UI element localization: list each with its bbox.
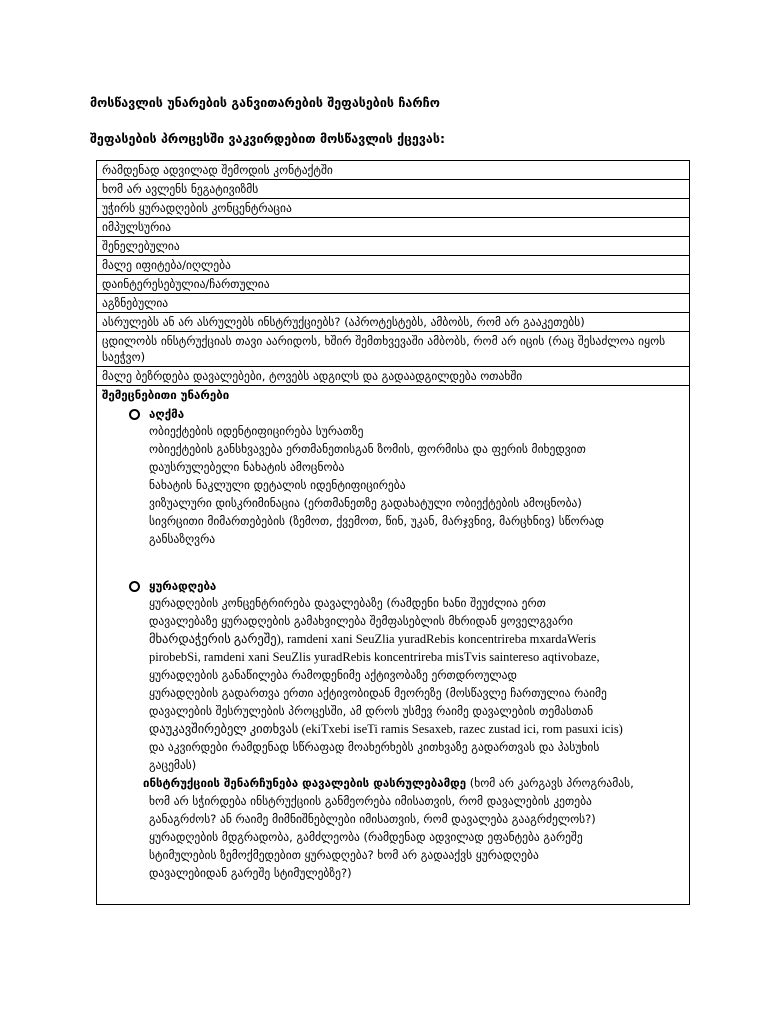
instruction-retention-heading: ინსტრუქციის შენარჩუნება დავალების დასრულებამდე [143, 776, 467, 790]
table-cell: უჭირს ყურადღების კონცენტრაცია [97, 199, 690, 218]
table-cell: შენელებულია [97, 237, 690, 256]
list-item: ყურადღების გადართვა ერთი აქტივობიდან მეორეზე (მოსწავლე ჩართულია რაიმე [149, 686, 607, 700]
table-row [97, 294, 690, 313]
list-item: სივრცითი მიმართებების (ზემოთ, ქვემოთ, წინ, უკან, მარჯვნივ, მარცხნივ) სწორად [149, 514, 605, 528]
list-item: დაუსრულებელი ნახატის ამოცნობა [149, 460, 345, 474]
table-cell: ასრულებს ან არ ასრულებს ინსტრუქციებს? (აპროტესტებს, ამბობს, რომ არ გააკეთებს) [97, 313, 690, 332]
perception-section [102, 406, 684, 548]
list-item: დავალებაზე ყურადღების გამახვილება შემფასებლის მხრიდან ყოველგვარი [149, 614, 573, 628]
table-row [97, 275, 690, 294]
table-row [97, 313, 690, 332]
table-row [97, 180, 690, 199]
table-cell: რამდენად ადვილად შემოდის კონტაქტში [97, 161, 690, 180]
table-cell: ხომ არ ავლენს ნეგატივიზმს [97, 180, 690, 199]
table-row [97, 218, 690, 237]
attention-heading: ყურადღება [149, 579, 217, 593]
table-cell: იმპულსურია [97, 218, 690, 237]
table-row [97, 161, 690, 180]
list-item: მხარდაჭერის გარეშე), ramdeni xani SeuZlia yuradRebis koncentrireba mxardaWeris [149, 632, 596, 646]
table-row [97, 256, 690, 275]
list-item: და აკვირდები რამდენად სწრაფად მოახერხებს კითხვაზე გადართვას და პასუხის [149, 740, 600, 754]
document-title: მოსწავლის უნარების განვითარების შეფასების ჩარჩო [90, 95, 440, 110]
perception-list [149, 422, 684, 548]
list-item: ობიექტების განსხვავება ერთმანეთისგან ზომის, ფორმისა და ფერის მიხედვით [149, 442, 586, 456]
list-item: განსაზღვრა [149, 532, 216, 546]
bullet-circle-icon [129, 409, 140, 420]
list-item: სტიმულების ზემოქმედებით ყურადღება? ხომ არ გადააქვს ყურადღება [149, 848, 539, 862]
table-row [97, 199, 690, 218]
table-row [97, 332, 690, 367]
table-cell: მალე იფიტება/იღლება [97, 256, 690, 275]
list-item: ყურადღების განაწილება რამოდენიმე აქტივობაზე ერთდროულად [149, 668, 517, 682]
list-item: დავალების შესრულების პროცესში, ამ დროს უსმევ რაიმე დავალების თემასთან [149, 704, 594, 718]
list-item: ვიზუალური დისკრიმინაცია (ერთმანეთზე გადახატული ობიექტების ამოცნობა) [149, 496, 582, 510]
table-cell: ცდილობს ინსტრუქციას თავი აარიდოს, ხშირ შემთხვევაში ამბობს, რომ არ იცის (რაც შესაძლოა იყოს საეჭვო) [97, 332, 690, 367]
table-row [97, 367, 690, 386]
table-cell: დაინტერესებულია/ჩართულია [97, 275, 690, 294]
table-row [97, 237, 690, 256]
list-item: გაცემას) [149, 758, 197, 772]
spacer [102, 548, 684, 576]
attention-list [143, 594, 684, 882]
observation-table [96, 160, 690, 905]
list-item: ყურადღების კონცენტრირება დავალებაზე (რამდენი ხანი შეუძლია ერთ [149, 596, 546, 610]
list-item: ხომ არ სჭირდება ინსტრუქციის განმეორება იმისათვის, რომ დავალების კეთება [149, 794, 592, 808]
bullet-circle-icon [129, 581, 140, 592]
cognitive-skills-cell [97, 386, 690, 905]
list-item: ყურადღების მდგრადობა, გამძლეობა (რამდენად ადვილად ეფანტება გარეშე [149, 830, 583, 844]
document-subtitle: შეფასების პროცესში ვაკვირდებით მოსწავლის ქცევას: [90, 131, 445, 146]
list-item: ობიექტების იდენტიფიცირება სურათზე [149, 424, 364, 438]
table-cell: აგზნებულია [97, 294, 690, 313]
table-cell: მალე ბეზრდება დავალებები, ტოვებს ადგილს და გადაადგილდება ოთახში [97, 367, 690, 386]
list-item: დაუკავშირებელ კითხვას (ekiTxebi iseTi ramis Sesaxeb, razec zustad ici, rom pasuxi icis) [149, 722, 623, 736]
list-item [143, 774, 684, 792]
cognitive-skills-title: შემეცნებითი უნარები [102, 388, 230, 402]
list-item: განაგრძოს? ან რაიმე მიმნიშნებლები იმისათვის, რომ დავალება გააგრძელოს?) [149, 812, 596, 826]
list-item: დავალებიდან გარეშე სტიმულებზე?) [149, 866, 352, 880]
attention-section [102, 578, 684, 882]
instruction-retention-text: (ხომ არ კარგავს პროგრამას, [466, 776, 634, 790]
perception-heading: აღქმა [149, 407, 185, 421]
table-row [97, 386, 690, 905]
list-item: ნახატის ნაკლული დეტალის იდენტიფიცირება [149, 478, 406, 492]
list-item: pirobebSi, ramdeni xani SeuZlis yuradRebis koncentrireba misTvis saintereso aqtivobaze, [149, 650, 600, 664]
